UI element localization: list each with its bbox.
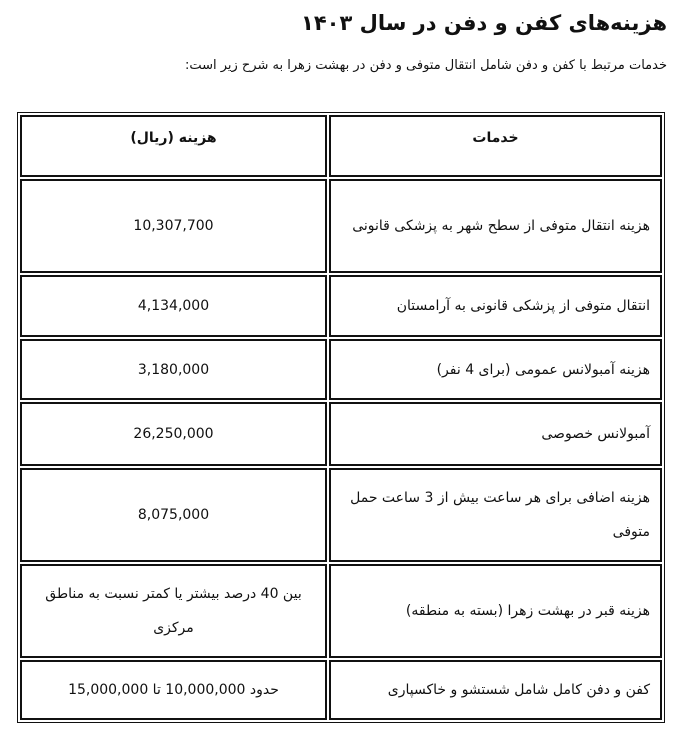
cost-cell: 26,250,000 (20, 402, 327, 466)
table-row (20, 339, 662, 401)
service-cell: کفن و دفن کامل شامل شستشو و خاکسپاری (329, 660, 662, 720)
table-row (20, 275, 662, 337)
service-cell: آمبولانس خصوصی (329, 402, 662, 466)
cost-cell: 4,134,000 (20, 275, 327, 337)
page-title: هزینه‌های کفن و دفن در سال ۱۴۰۳ (301, 11, 667, 35)
header-cost: هزینه (ریال) (20, 115, 327, 177)
cost-cell: حدود 10,000,000 تا 15,000,000 (20, 660, 327, 720)
cost-table (17, 112, 665, 723)
cost-cell: 10,307,700 (20, 179, 327, 273)
table-row (20, 402, 662, 466)
table-row (20, 468, 662, 562)
cost-cell: بین 40 درصد بیشتر یا کمتر نسبت به مناطق مرکزی (20, 564, 327, 658)
intro-text: خدمات مرتبط با کفن و دفن شامل انتقال متوفی و دفن در بهشت زهرا به شرح زیر است: (184, 58, 667, 73)
service-cell: هزینه اضافی برای هر ساعت بیش از 3 ساعت حمل متوفی (329, 468, 662, 562)
table-header-row (20, 115, 662, 177)
header-service: خدمات (329, 115, 662, 177)
service-cell: انتقال متوفی از پزشکی قانونی به آرامستان (329, 275, 662, 337)
cost-cell: 3,180,000 (20, 339, 327, 401)
table-row (20, 660, 662, 720)
cost-cell: 8,075,000 (20, 468, 327, 562)
service-cell: هزینه انتقال متوفی از سطح شهر به پزشکی قانونی (329, 179, 662, 273)
service-cell: هزینه آمبولانس عمومی (برای 4 نفر) (329, 339, 662, 401)
table-row (20, 179, 662, 273)
service-cell: هزینه قبر در بهشت زهرا (بسته به منطقه) (329, 564, 662, 658)
table-row (20, 564, 662, 658)
